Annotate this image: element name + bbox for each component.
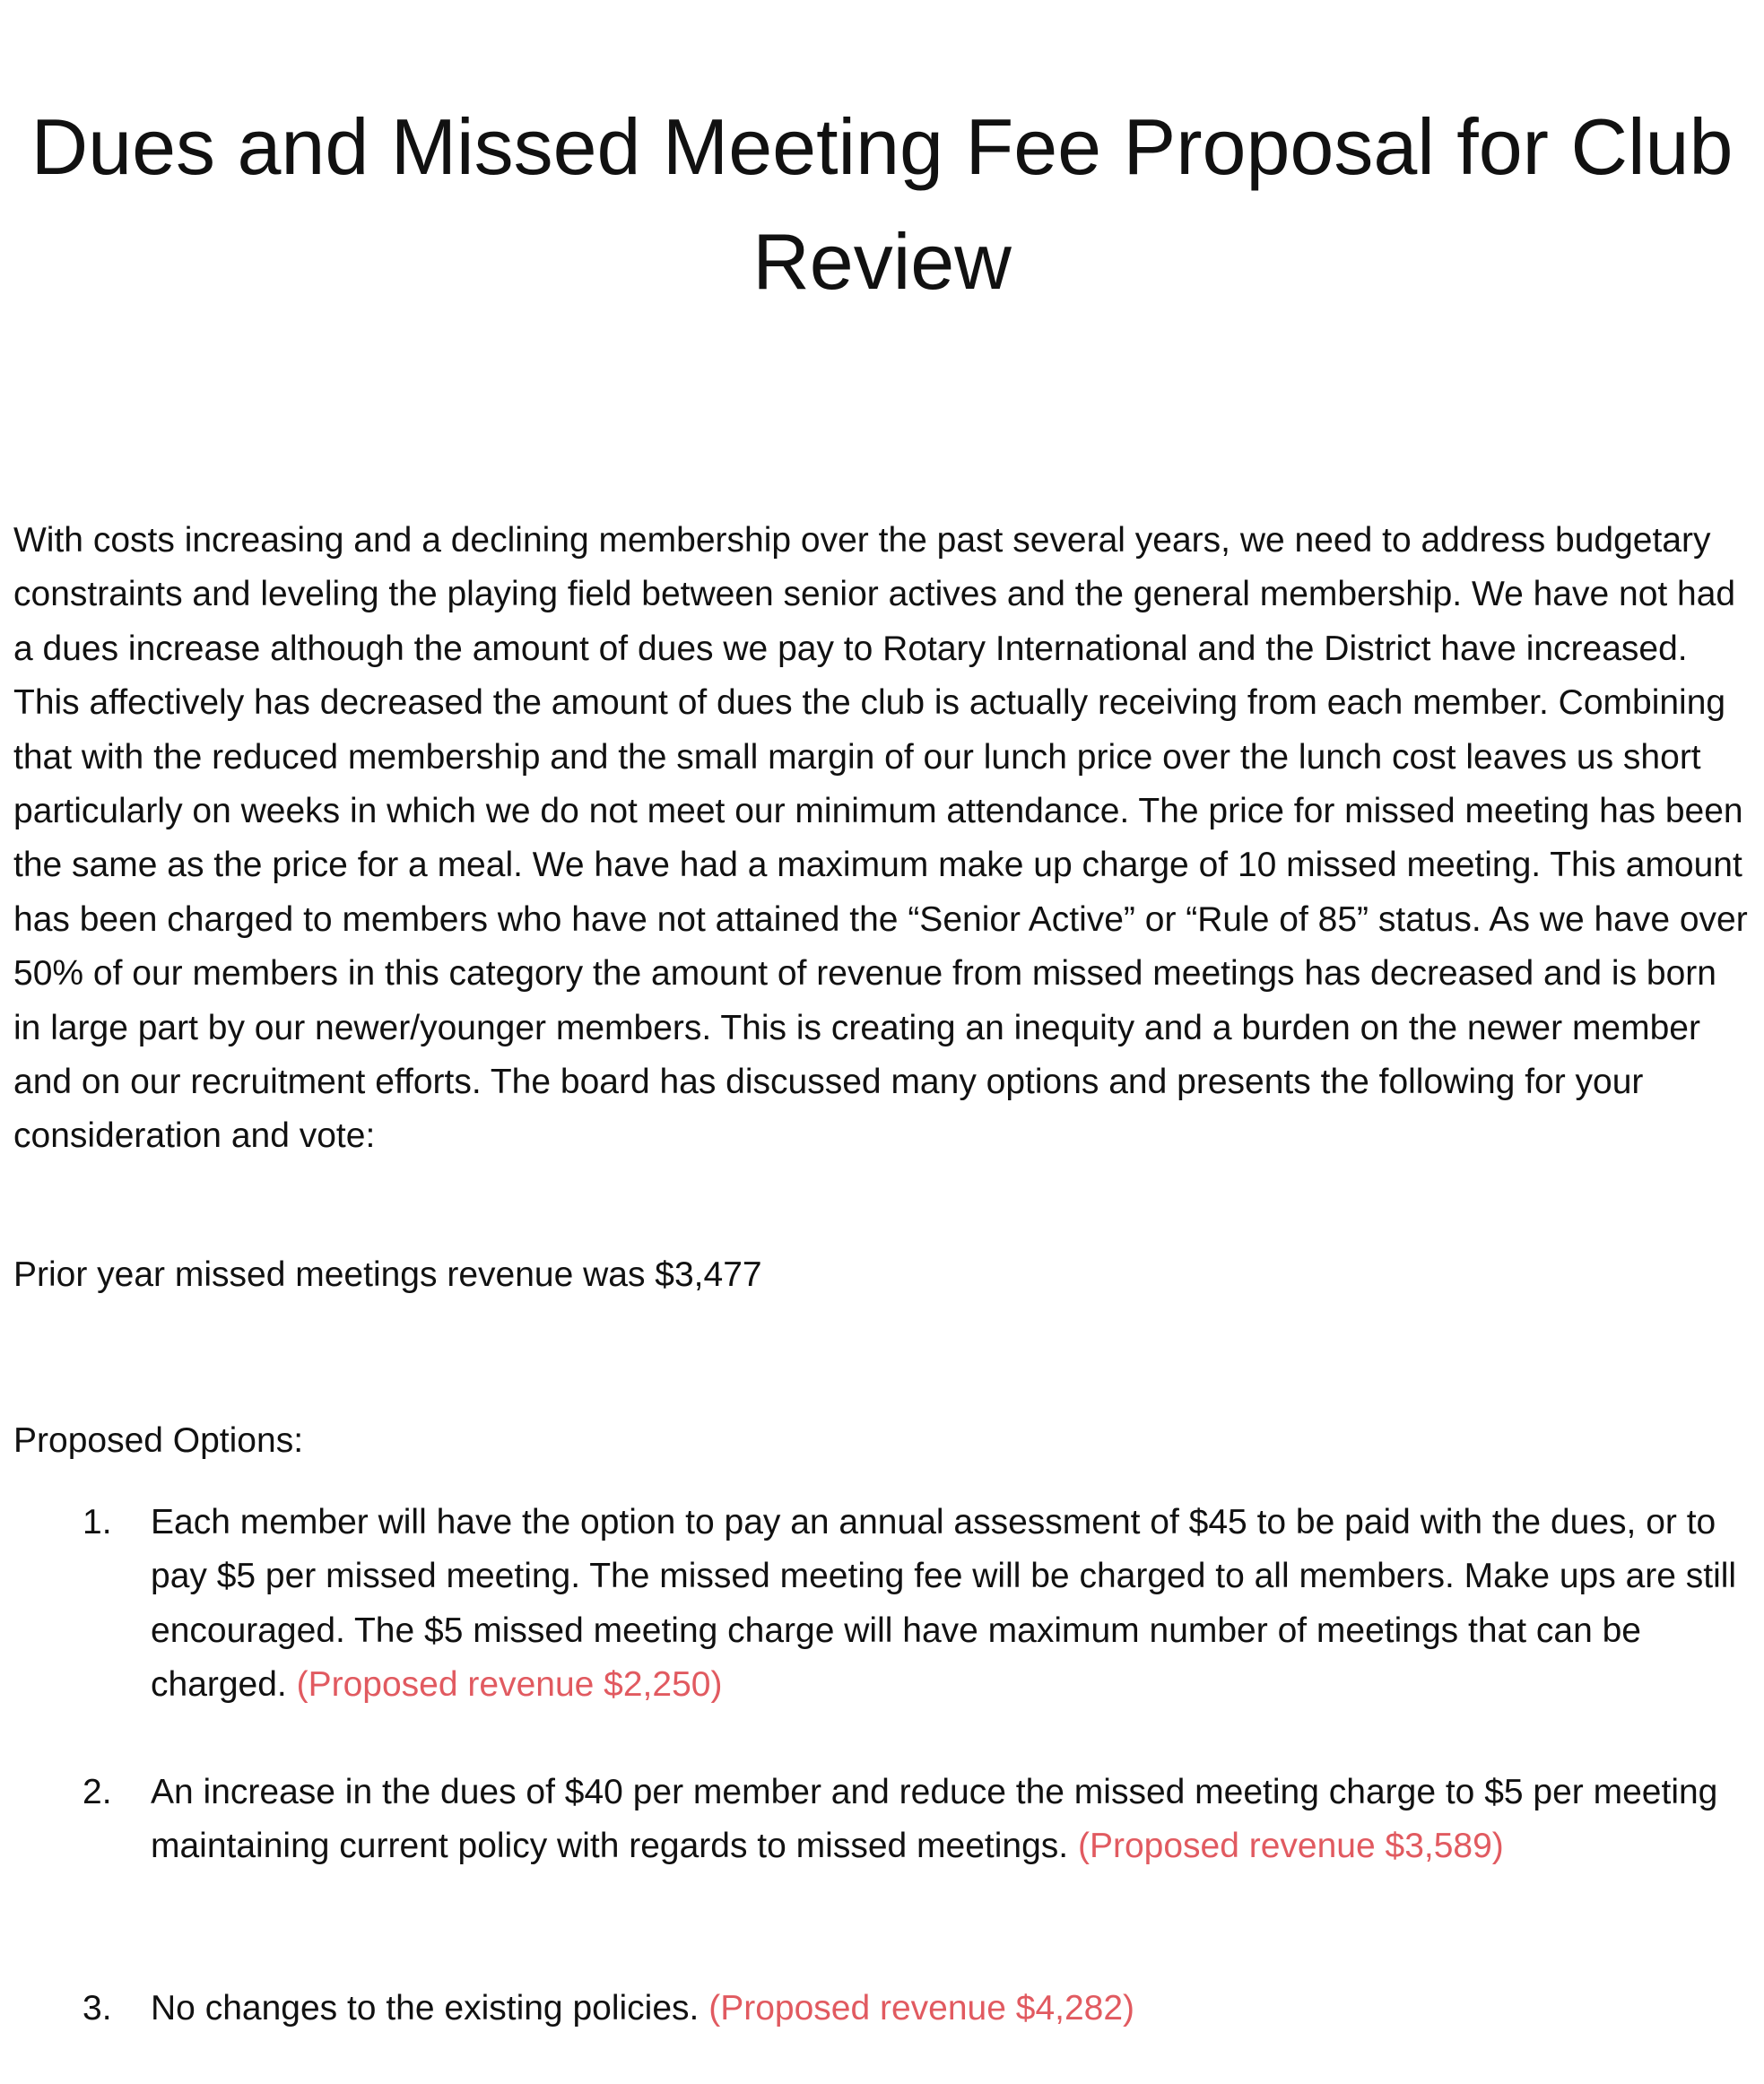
option-text: No changes to the existing policies. <box>151 1989 700 2028</box>
option-number: 1. <box>83 1503 112 1541</box>
proposed-revenue: (Proposed revenue $2,250) <box>296 1665 723 1705</box>
option-body <box>151 1496 1756 1713</box>
options-heading: Proposed Options: <box>13 1421 304 1460</box>
option-body <box>151 1766 1756 1874</box>
document-title: Dues and Missed Meeting Fee Proposal for Club Review <box>30 102 1734 306</box>
option-body <box>151 1982 1756 2036</box>
option-text: Each member will have the option to pay an annual assessment of $45 to be paid with the dues, or to pay $5 per missed meeting. The missed meeting fee will be charged to all members. Make ups are still encouraged. The $5 missed meeting charge will have maximum number of meetings that can be charged. <box>151 1503 1737 1705</box>
prior-year-revenue: Prior year missed meetings revenue was $3,477 <box>13 1255 762 1294</box>
proposed-revenue: (Proposed revenue $4,282) <box>708 1989 1135 2028</box>
option-number: 3. <box>83 1989 112 2028</box>
option-text: An increase in the dues of $40 per member and reduce the missed meeting charge to $5 per meeting maintaining current policy with regards to missed meetings. <box>151 1773 1718 1866</box>
intro-paragraph: With costs increasing and a declining membership over the past several years, we need to address budgetary constraints and leveling the playing field between senior actives and the general membership. We have not had a dues increase although the amount of dues we pay to Rotary International and the District have increased. This affectively has decreased the amount of dues the club is actually receiving from each member. Combining that with the reduced membership and the small margin of our lunch price over the lunch cost leaves us short particularly on weeks in which we do not meet our minimum attendance. The price for missed meeting has been the same as the price for a meal. We have had a maximum make up charge of 10 missed meeting. This amount has been charged to members who have not attained the “Senior Active” or “Rule of 85” status. As we have over 50% of our members in this category the amount of revenue from missed meetings has decreased and is born in large part by our newer/younger members. This is creating an inequity and a burden on the newer member and on our recruitment efforts. The board has discussed many options and presents the following for your consideration and vote: <box>13 521 1748 1156</box>
proposed-revenue: (Proposed revenue $3,589) <box>1077 1827 1504 1866</box>
option-number: 2. <box>83 1773 112 1811</box>
